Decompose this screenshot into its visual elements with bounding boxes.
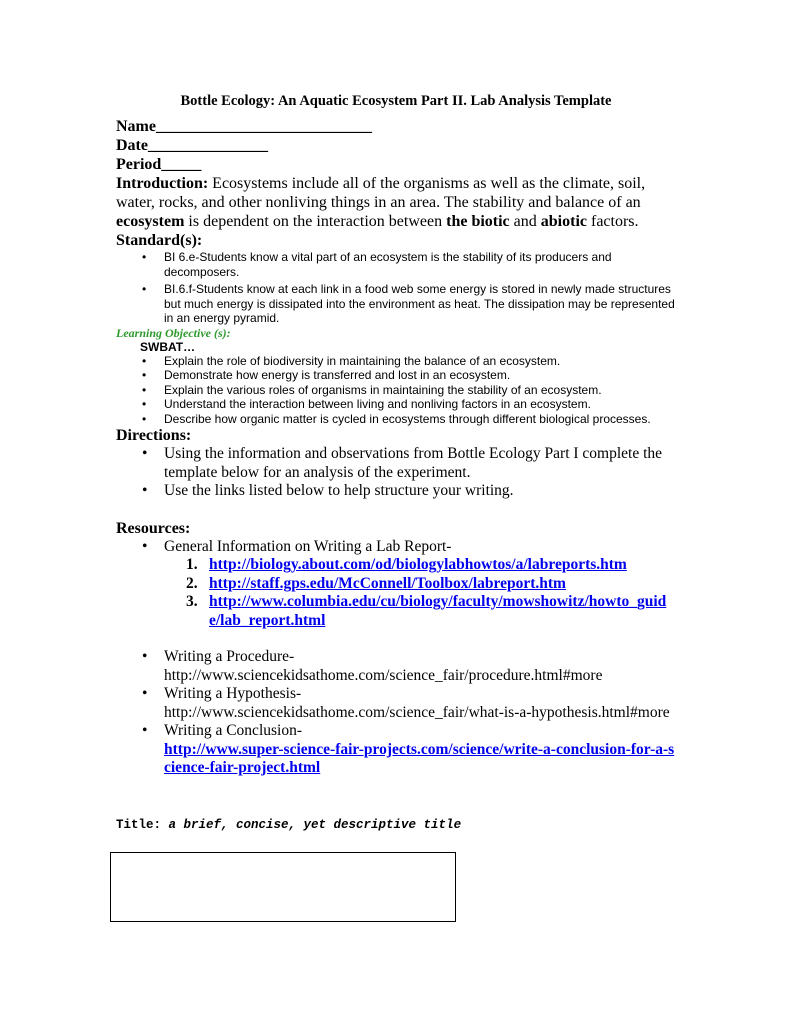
list-item (116, 397, 676, 412)
date-blank[interactable]: _______________ (147, 137, 268, 154)
resources-list (116, 538, 676, 557)
directions-list (116, 445, 676, 501)
list-item (116, 538, 676, 557)
introduction-bold-1: ecosystem (116, 213, 185, 230)
conclusion-url-wrap (116, 741, 676, 778)
bullet-icon: • (142, 685, 148, 702)
bullet-icon: • (142, 282, 147, 296)
name-field (116, 117, 676, 136)
bullet-icon: • (142, 445, 148, 462)
standards-list (116, 250, 676, 326)
list-item (116, 368, 676, 383)
directions-heading: Directions: (116, 427, 192, 444)
introduction-text-1: Ecosystems include all of the organisms as well as the climate, soil, water, rocks, and other nonliving things in an area. The stability and balance of an (116, 175, 646, 211)
list-item (116, 250, 676, 279)
introduction-bold-3: abiotic (540, 213, 587, 230)
bullet-icon: • (142, 537, 148, 555)
link-number: 2. (186, 574, 198, 592)
list-item (116, 575, 676, 594)
lab-report-link-2[interactable]: http://staff.gps.edu/McConnell/Toolbox/labreport.htm (209, 574, 566, 592)
date-field (116, 136, 676, 155)
objectives-list (116, 354, 676, 427)
standard-text: BI.6.f-Students know at each link in a food web some energy is stored in newly made structures but much energy is dissipated into the environment as heat. The dissipation may be represented in an energy pyramid. (164, 282, 675, 325)
procedure-label: Writing a Procedure- (164, 648, 295, 665)
introduction-text-4: factors. (586, 213, 639, 230)
name-blank[interactable]: ___________________________ (155, 118, 372, 135)
general-info-label: General Information on Writing a Lab Report- (164, 537, 452, 555)
conclusion-label: Writing a Conclusion- (164, 722, 302, 739)
objective-text: Describe how organic matter is cycled in ecosystems through different biological processes. (164, 411, 651, 426)
hypothesis-list (116, 685, 676, 704)
lab-report-links (116, 556, 676, 630)
document-title: Bottle Ecology: An Aquatic Ecosystem Part II. Lab Analysis Template (180, 93, 612, 109)
introduction-text-2: is dependent on the interaction between (184, 213, 447, 230)
title-hint: a brief, concise, yet descriptive title (161, 818, 462, 832)
objective-text: Understand the interaction between living and nonliving factors in an ecosystem. (164, 397, 591, 411)
lab-report-link-3[interactable]: http://www.columbia.edu/cu/biology/faculty/mowshowitz/howto_guide/lab_report.html (209, 593, 667, 629)
conclusion-list (116, 722, 676, 741)
standard-text: BI 6.e-Students know a vital part of an ecosystem is the stability of its producers and decomposers. (164, 250, 612, 279)
link-number: 1. (186, 556, 198, 573)
bullet-icon: • (142, 411, 147, 426)
list-item (116, 722, 676, 741)
swbat-label: SWBAT… (140, 339, 196, 354)
list-item (116, 354, 676, 369)
resources-heading: Resources: (116, 519, 191, 537)
bullet-icon: • (142, 722, 148, 739)
bullet-icon: • (142, 382, 147, 397)
link-number: 3. (186, 593, 198, 610)
name-label: Name (116, 118, 156, 135)
introduction-bold-2: the biotic (446, 213, 510, 230)
title-field-label (116, 818, 461, 832)
list-item (116, 556, 676, 575)
title-label: Title: (116, 818, 162, 832)
date-label: Date (116, 137, 148, 154)
list-item (116, 445, 676, 482)
standards-heading: Standard(s): (116, 232, 203, 249)
list-item (116, 685, 676, 704)
list-item (116, 593, 676, 630)
introduction-paragraph (116, 174, 676, 231)
introduction-label: Introduction: (116, 175, 209, 192)
direction-text: Use the links listed below to help structure your writing. (164, 482, 514, 499)
learning-objective-heading: Learning Objective (s): (116, 325, 231, 340)
objective-text: Explain the various roles of organisms in maintaining the stability of an ecosystem. (164, 382, 602, 397)
bullet-icon: • (142, 353, 147, 368)
list-item (116, 383, 676, 398)
writing-links-list (116, 648, 676, 667)
conclusion-link[interactable]: http://www.super-science-fair-projects.com/science/write-a-conclusion-for-a-science-fair-project.html (164, 740, 675, 776)
lab-report-link-1[interactable]: http://biology.about.com/od/biologylabhowtos/a/labreports.htm (209, 556, 627, 573)
hypothesis-label: Writing a Hypothesis- (164, 685, 302, 702)
list-item (116, 282, 676, 326)
bullet-icon: • (142, 368, 147, 382)
hypothesis-url[interactable]: http://www.sciencekidsathome.com/science_fair/what-is-a-hypothesis.html#more (164, 703, 670, 721)
list-item (116, 648, 676, 667)
document-page (116, 93, 676, 778)
introduction-text-3: and (509, 213, 541, 230)
title-input-box[interactable] (110, 852, 456, 922)
period-field (116, 155, 676, 174)
bullet-icon: • (142, 482, 148, 499)
direction-text: Using the information and observations from Bottle Ecology Part I complete the template below for an analysis of the experiment. (164, 445, 663, 481)
objective-text: Demonstrate how energy is transferred and lost in an ecosystem. (164, 368, 511, 382)
objective-text: Explain the role of biodiversity in maintaining the balance of an ecosystem. (164, 353, 561, 368)
procedure-url[interactable]: http://www.sciencekidsathome.com/science_fair/procedure.html#more (164, 666, 603, 684)
bullet-icon: • (142, 648, 148, 665)
bullet-icon: • (142, 250, 147, 264)
period-label: Period (116, 156, 162, 173)
list-item (116, 412, 676, 427)
bullet-icon: • (142, 397, 147, 411)
period-blank[interactable]: _____ (161, 156, 202, 173)
list-item (116, 482, 676, 501)
